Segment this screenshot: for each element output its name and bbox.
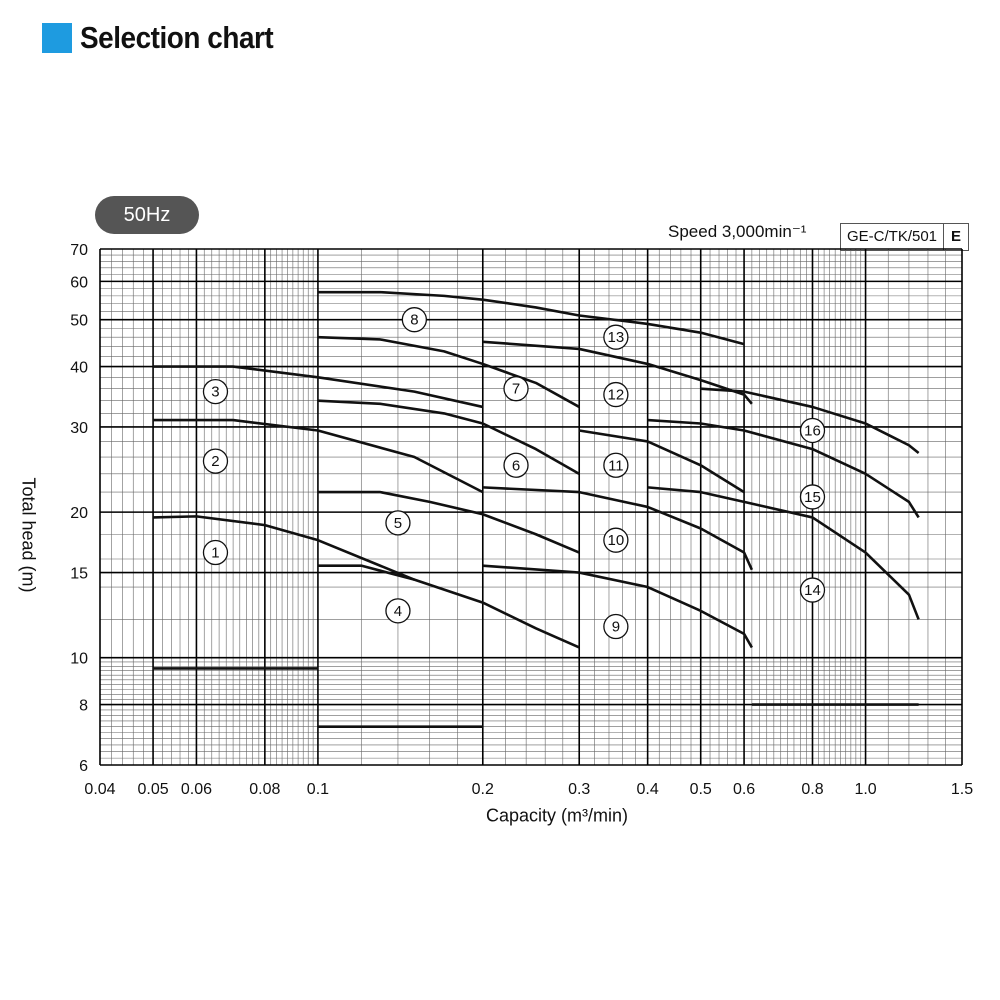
speed-label: Speed 3,000min⁻¹ [668, 222, 807, 241]
frequency-badge: 50Hz [95, 196, 199, 234]
region-2-label: 2 [211, 453, 220, 471]
x-tick-label: 1.5 [950, 781, 974, 798]
region-16 [701, 389, 919, 453]
region-6-curve [318, 401, 579, 474]
ticks-group [70, 242, 973, 798]
x-tick-label: 1.0 [854, 781, 877, 798]
region-9-label: 9 [611, 618, 621, 636]
region-15-curve [648, 420, 919, 517]
x-tick-label: 0.08 [249, 781, 281, 798]
region-7-label: 7 [511, 380, 521, 398]
x-tick-label: 0.06 [180, 781, 213, 798]
x-tick-label: 0.4 [636, 781, 659, 798]
region-14 [648, 487, 919, 704]
region-13 [579, 316, 744, 350]
y-axis-label: Total head (m) [18, 477, 39, 593]
region-8 [318, 292, 579, 332]
y-tick-label: 6 [79, 758, 88, 775]
region-13-label: 13 [607, 329, 625, 347]
y-tick-label: 20 [70, 505, 88, 523]
region-5 [318, 492, 579, 552]
y-tick-label: 8 [79, 697, 88, 715]
model-letter: E [951, 228, 962, 245]
y-tick-label: 15 [70, 565, 88, 583]
x-tick-label: 0.6 [732, 781, 756, 798]
x-tick-label: 0.2 [471, 781, 494, 798]
y-tick-label: 60 [70, 274, 88, 292]
region-1-label: 1 [211, 544, 220, 562]
page-title: Selection chart [80, 20, 274, 55]
region-1 [153, 516, 414, 668]
region-15-label: 15 [804, 488, 821, 506]
region-5-curve [318, 492, 579, 552]
region-14-label: 14 [804, 582, 821, 600]
grid-group [100, 249, 962, 765]
region-5-label: 5 [393, 514, 403, 532]
x-axis-label: Capacity (m³/min) [485, 805, 629, 826]
region-7 [318, 337, 579, 407]
x-tick-label: 0.05 [137, 781, 169, 798]
region-8-label: 8 [410, 311, 419, 329]
region-6-label: 6 [511, 457, 521, 475]
region-4 [318, 566, 579, 727]
regions-group [153, 292, 919, 727]
region-10-label: 10 [607, 532, 625, 550]
region-9 [483, 566, 752, 648]
region-12-label: 12 [607, 386, 625, 404]
region-15 [648, 420, 919, 517]
region-11-label: 11 [608, 457, 624, 475]
region-4-label: 4 [393, 602, 403, 620]
region-16-label: 16 [804, 422, 821, 440]
y-tick-label: 50 [70, 312, 88, 330]
y-tick-label: 10 [70, 650, 88, 668]
y-tick-label: 30 [70, 419, 88, 437]
region-4-curve [318, 566, 579, 648]
region-6 [318, 401, 579, 478]
y-tick-label: 70 [70, 242, 88, 259]
x-tick-label: 0.1 [306, 781, 330, 798]
region-7-curve [318, 337, 579, 407]
x-tick-label: 0.04 [84, 781, 116, 798]
x-tick-label: 0.3 [568, 781, 591, 798]
region-14-curve [648, 487, 919, 619]
y-tick-label: 40 [70, 359, 88, 377]
region-3-label: 3 [211, 383, 220, 401]
x-tick-label: 0.5 [689, 781, 712, 798]
x-tick-label: 0.8 [801, 781, 824, 798]
model-code: GE-C/TK/501 [841, 224, 944, 250]
region-11 [579, 430, 744, 492]
